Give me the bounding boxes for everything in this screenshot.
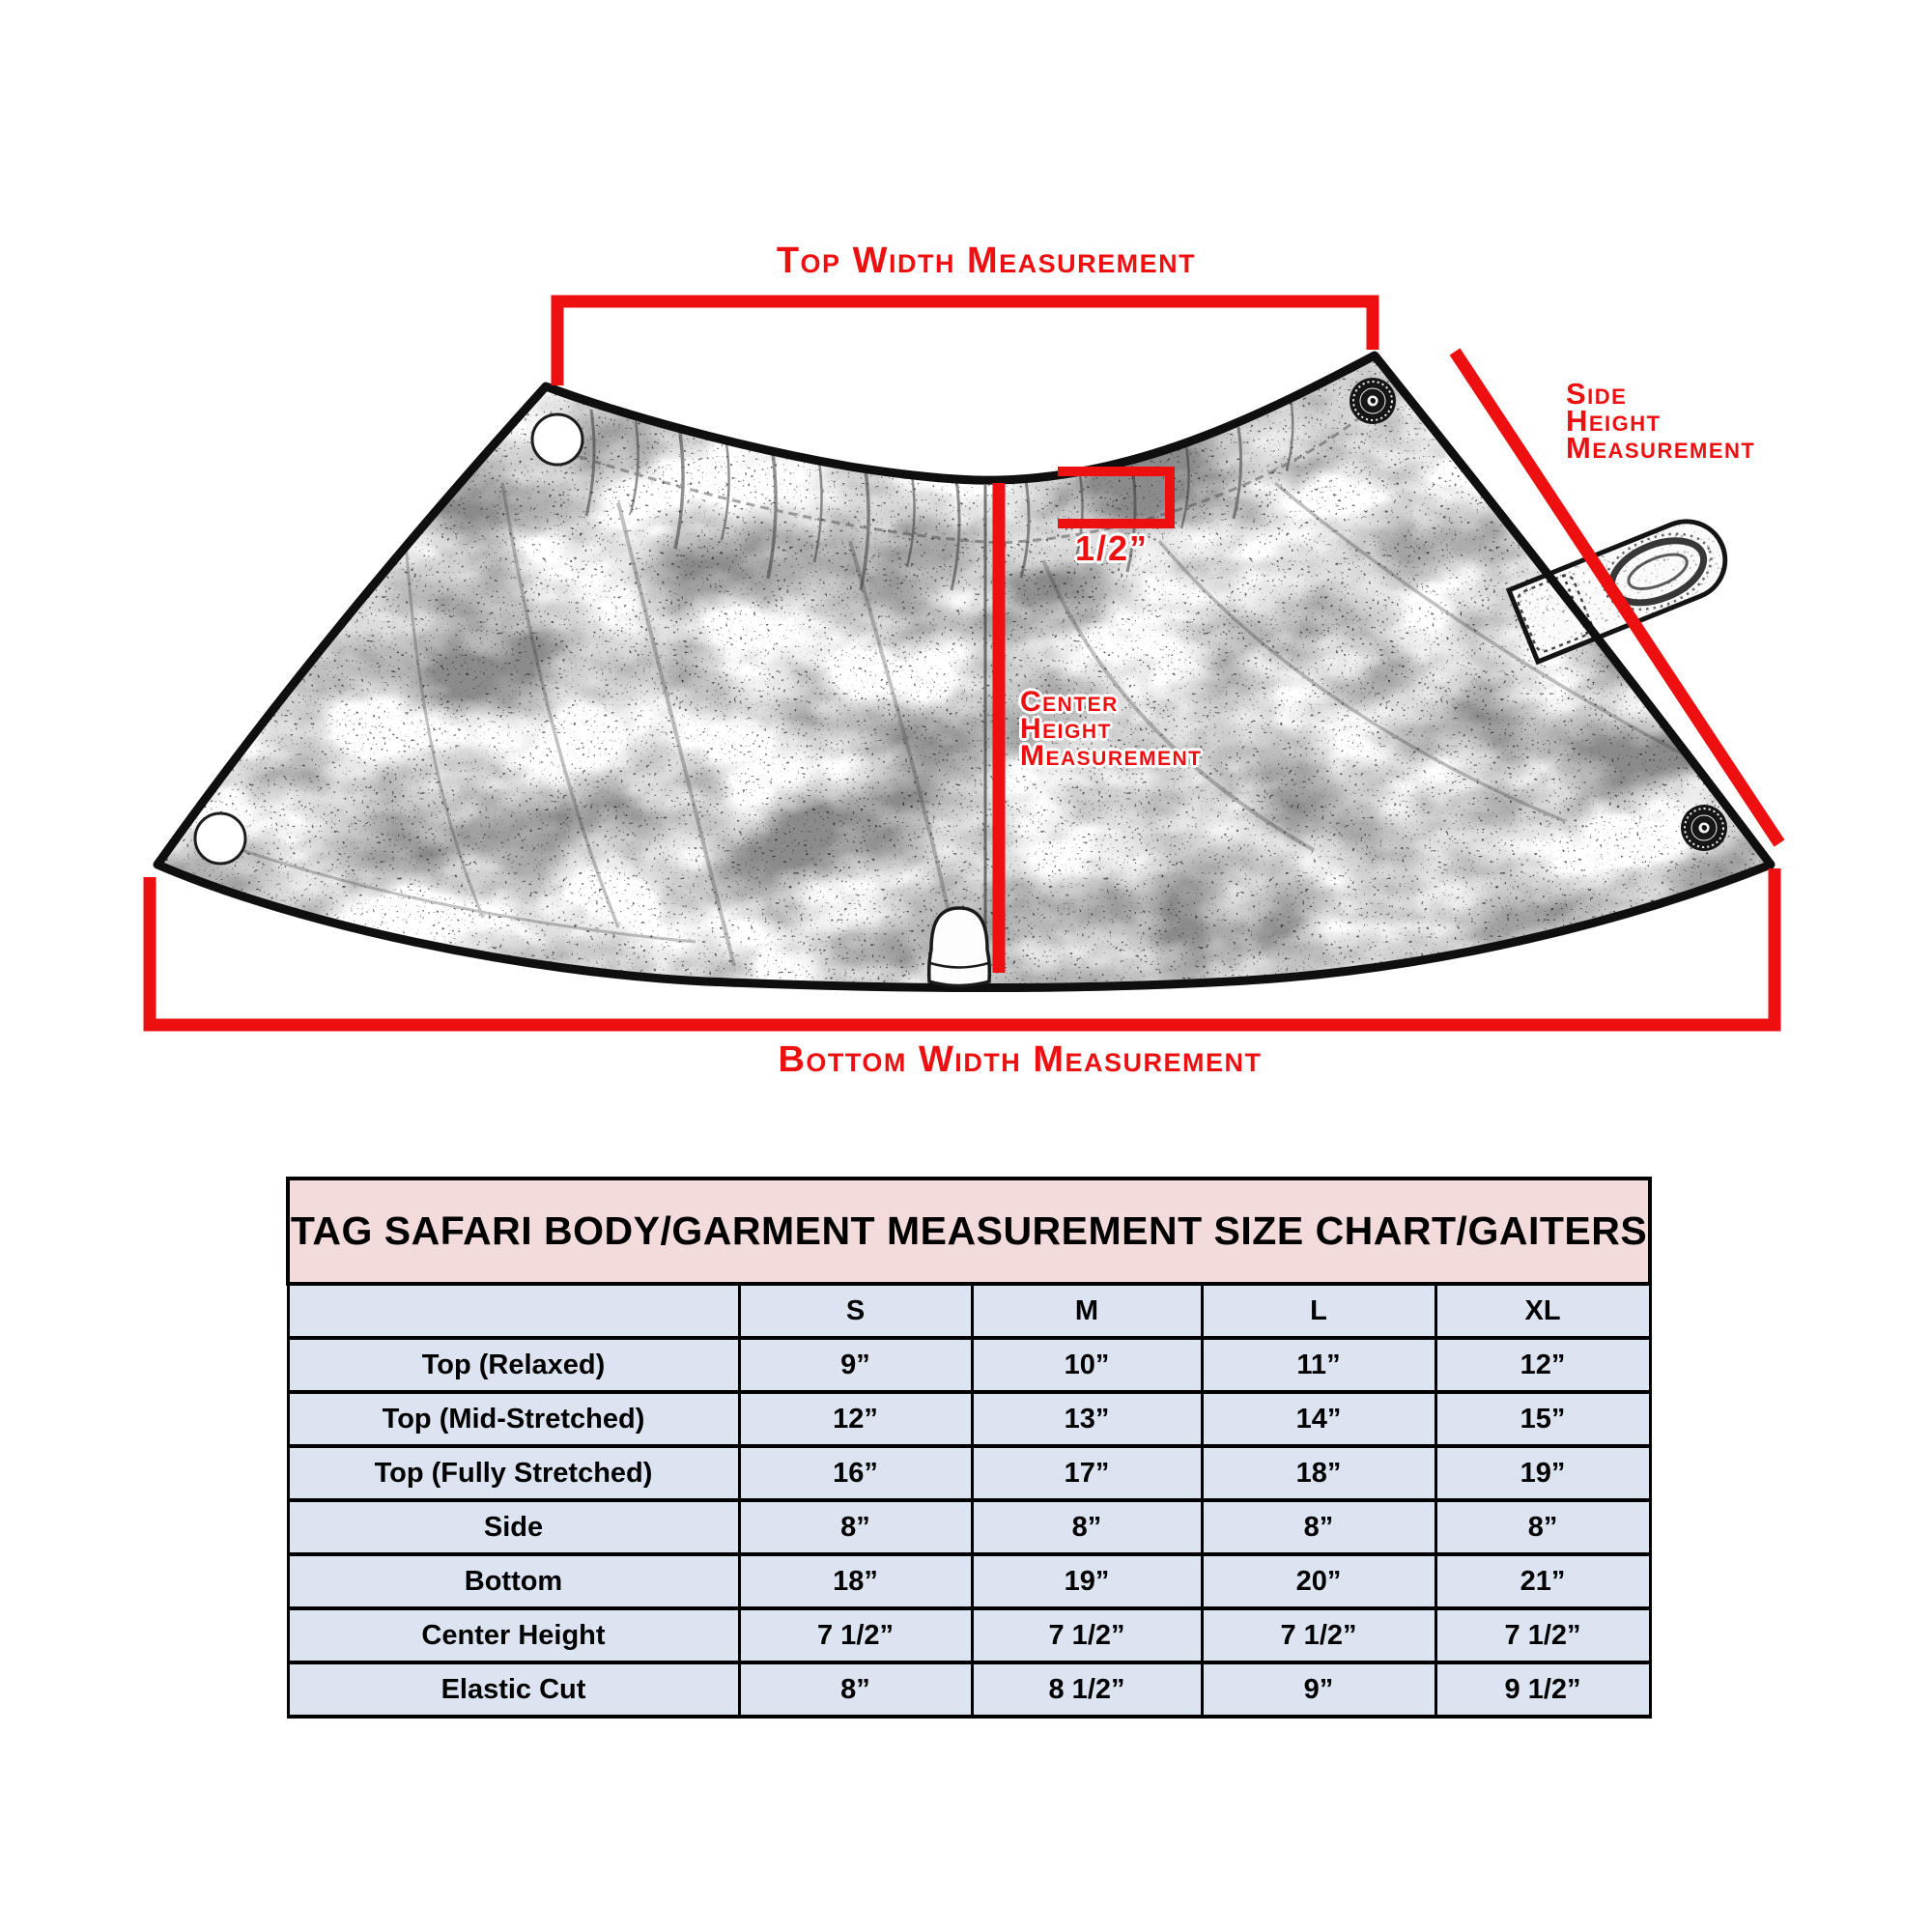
size-chart-title: TAG SAFARI BODY/GARMENT MEASUREMENT SIZE CHART/GAITERS	[288, 1179, 1650, 1284]
size-value-cell: 9 1/2”	[1435, 1662, 1650, 1717]
top-width-measurement-label: Top Width Measurement	[776, 241, 1197, 281]
size-chart-table	[286, 1177, 1652, 1719]
size-value-cell: 8”	[972, 1500, 1202, 1554]
snap-bottom-left	[195, 813, 245, 864]
column-header-l: L	[1202, 1284, 1435, 1338]
size-value-cell: 19”	[1435, 1446, 1650, 1500]
table-row-bottom	[288, 1554, 1650, 1608]
table-row-top-relaxed	[288, 1338, 1650, 1392]
size-value-cell: 7 1/2”	[1202, 1608, 1435, 1662]
size-value-cell: 20”	[1202, 1554, 1435, 1608]
size-value-cell: 15”	[1435, 1392, 1650, 1446]
side-height-line-3: Measurement	[1566, 431, 1756, 465]
size-value-cell: 12”	[1435, 1338, 1650, 1392]
size-value-cell: 7 1/2”	[739, 1608, 972, 1662]
center-height-line-1: Center	[1020, 686, 1119, 718]
column-header-m: M	[972, 1284, 1202, 1338]
column-header-s: S	[739, 1284, 972, 1338]
size-value-cell: 7 1/2”	[1435, 1608, 1650, 1662]
size-value-cell: 8 1/2”	[972, 1662, 1202, 1717]
row-label-cell: Top (Mid-Stretched)	[288, 1392, 739, 1446]
row-label-cell: Side	[288, 1500, 739, 1554]
half-inch-label: 1/2”	[1075, 528, 1150, 568]
garment-body	[157, 355, 1771, 988]
grommet-bottom-right	[1681, 805, 1727, 851]
table-row-side	[288, 1500, 1650, 1554]
top-width-bracket	[557, 301, 1373, 385]
size-value-cell: 17”	[972, 1446, 1202, 1500]
size-value-cell: 8”	[1435, 1500, 1650, 1554]
table-row-elastic-cut	[288, 1662, 1650, 1717]
side-height-line-1: Side	[1566, 377, 1628, 411]
size-value-cell: 10”	[972, 1338, 1202, 1392]
size-value-cell: 7 1/2”	[972, 1608, 1202, 1662]
bottom-width-measurement-label: Bottom Width Measurement	[778, 1039, 1263, 1080]
center-height-measurement-label	[1020, 686, 1203, 772]
table-row-center-height	[288, 1608, 1650, 1662]
row-label-cell: Bottom	[288, 1554, 739, 1608]
size-value-cell: 11”	[1202, 1338, 1435, 1392]
size-value-cell: 8”	[739, 1662, 972, 1717]
grommet-top-right	[1350, 378, 1396, 424]
snap-bottom-center	[929, 908, 990, 986]
size-chart-corner-cell	[288, 1284, 739, 1338]
side-height-measurement-label	[1566, 377, 1756, 465]
size-value-cell: 9”	[1202, 1662, 1435, 1717]
size-value-cell: 8”	[1202, 1500, 1435, 1554]
row-label-cell: Center Height	[288, 1608, 739, 1662]
size-value-cell: 18”	[1202, 1446, 1435, 1500]
size-value-cell: 18”	[739, 1554, 972, 1608]
snap-top-left	[532, 414, 582, 465]
center-height-line-2: Height	[1020, 713, 1112, 745]
center-height-line-3: Measurement	[1020, 740, 1203, 772]
size-value-cell: 19”	[972, 1554, 1202, 1608]
size-value-cell: 21”	[1435, 1554, 1650, 1608]
size-value-cell: 16”	[739, 1446, 972, 1500]
table-row-top-fully-stretched	[288, 1446, 1650, 1500]
row-label-cell: Top (Relaxed)	[288, 1338, 739, 1392]
buckle-strap	[1509, 510, 1737, 662]
size-value-cell: 14”	[1202, 1392, 1435, 1446]
size-value-cell: 13”	[972, 1392, 1202, 1446]
size-chart-header-row	[288, 1284, 1650, 1338]
side-height-line-2: Height	[1566, 404, 1662, 438]
size-value-cell: 12”	[739, 1392, 972, 1446]
table-row-top-mid-stretched	[288, 1392, 1650, 1446]
size-value-cell: 8”	[739, 1500, 972, 1554]
row-label-cell: Elastic Cut	[288, 1662, 739, 1717]
row-label-cell: Top (Fully Stretched)	[288, 1446, 739, 1500]
size-chart-title-row	[288, 1179, 1650, 1284]
column-header-xl: XL	[1435, 1284, 1650, 1338]
size-value-cell: 9”	[739, 1338, 972, 1392]
